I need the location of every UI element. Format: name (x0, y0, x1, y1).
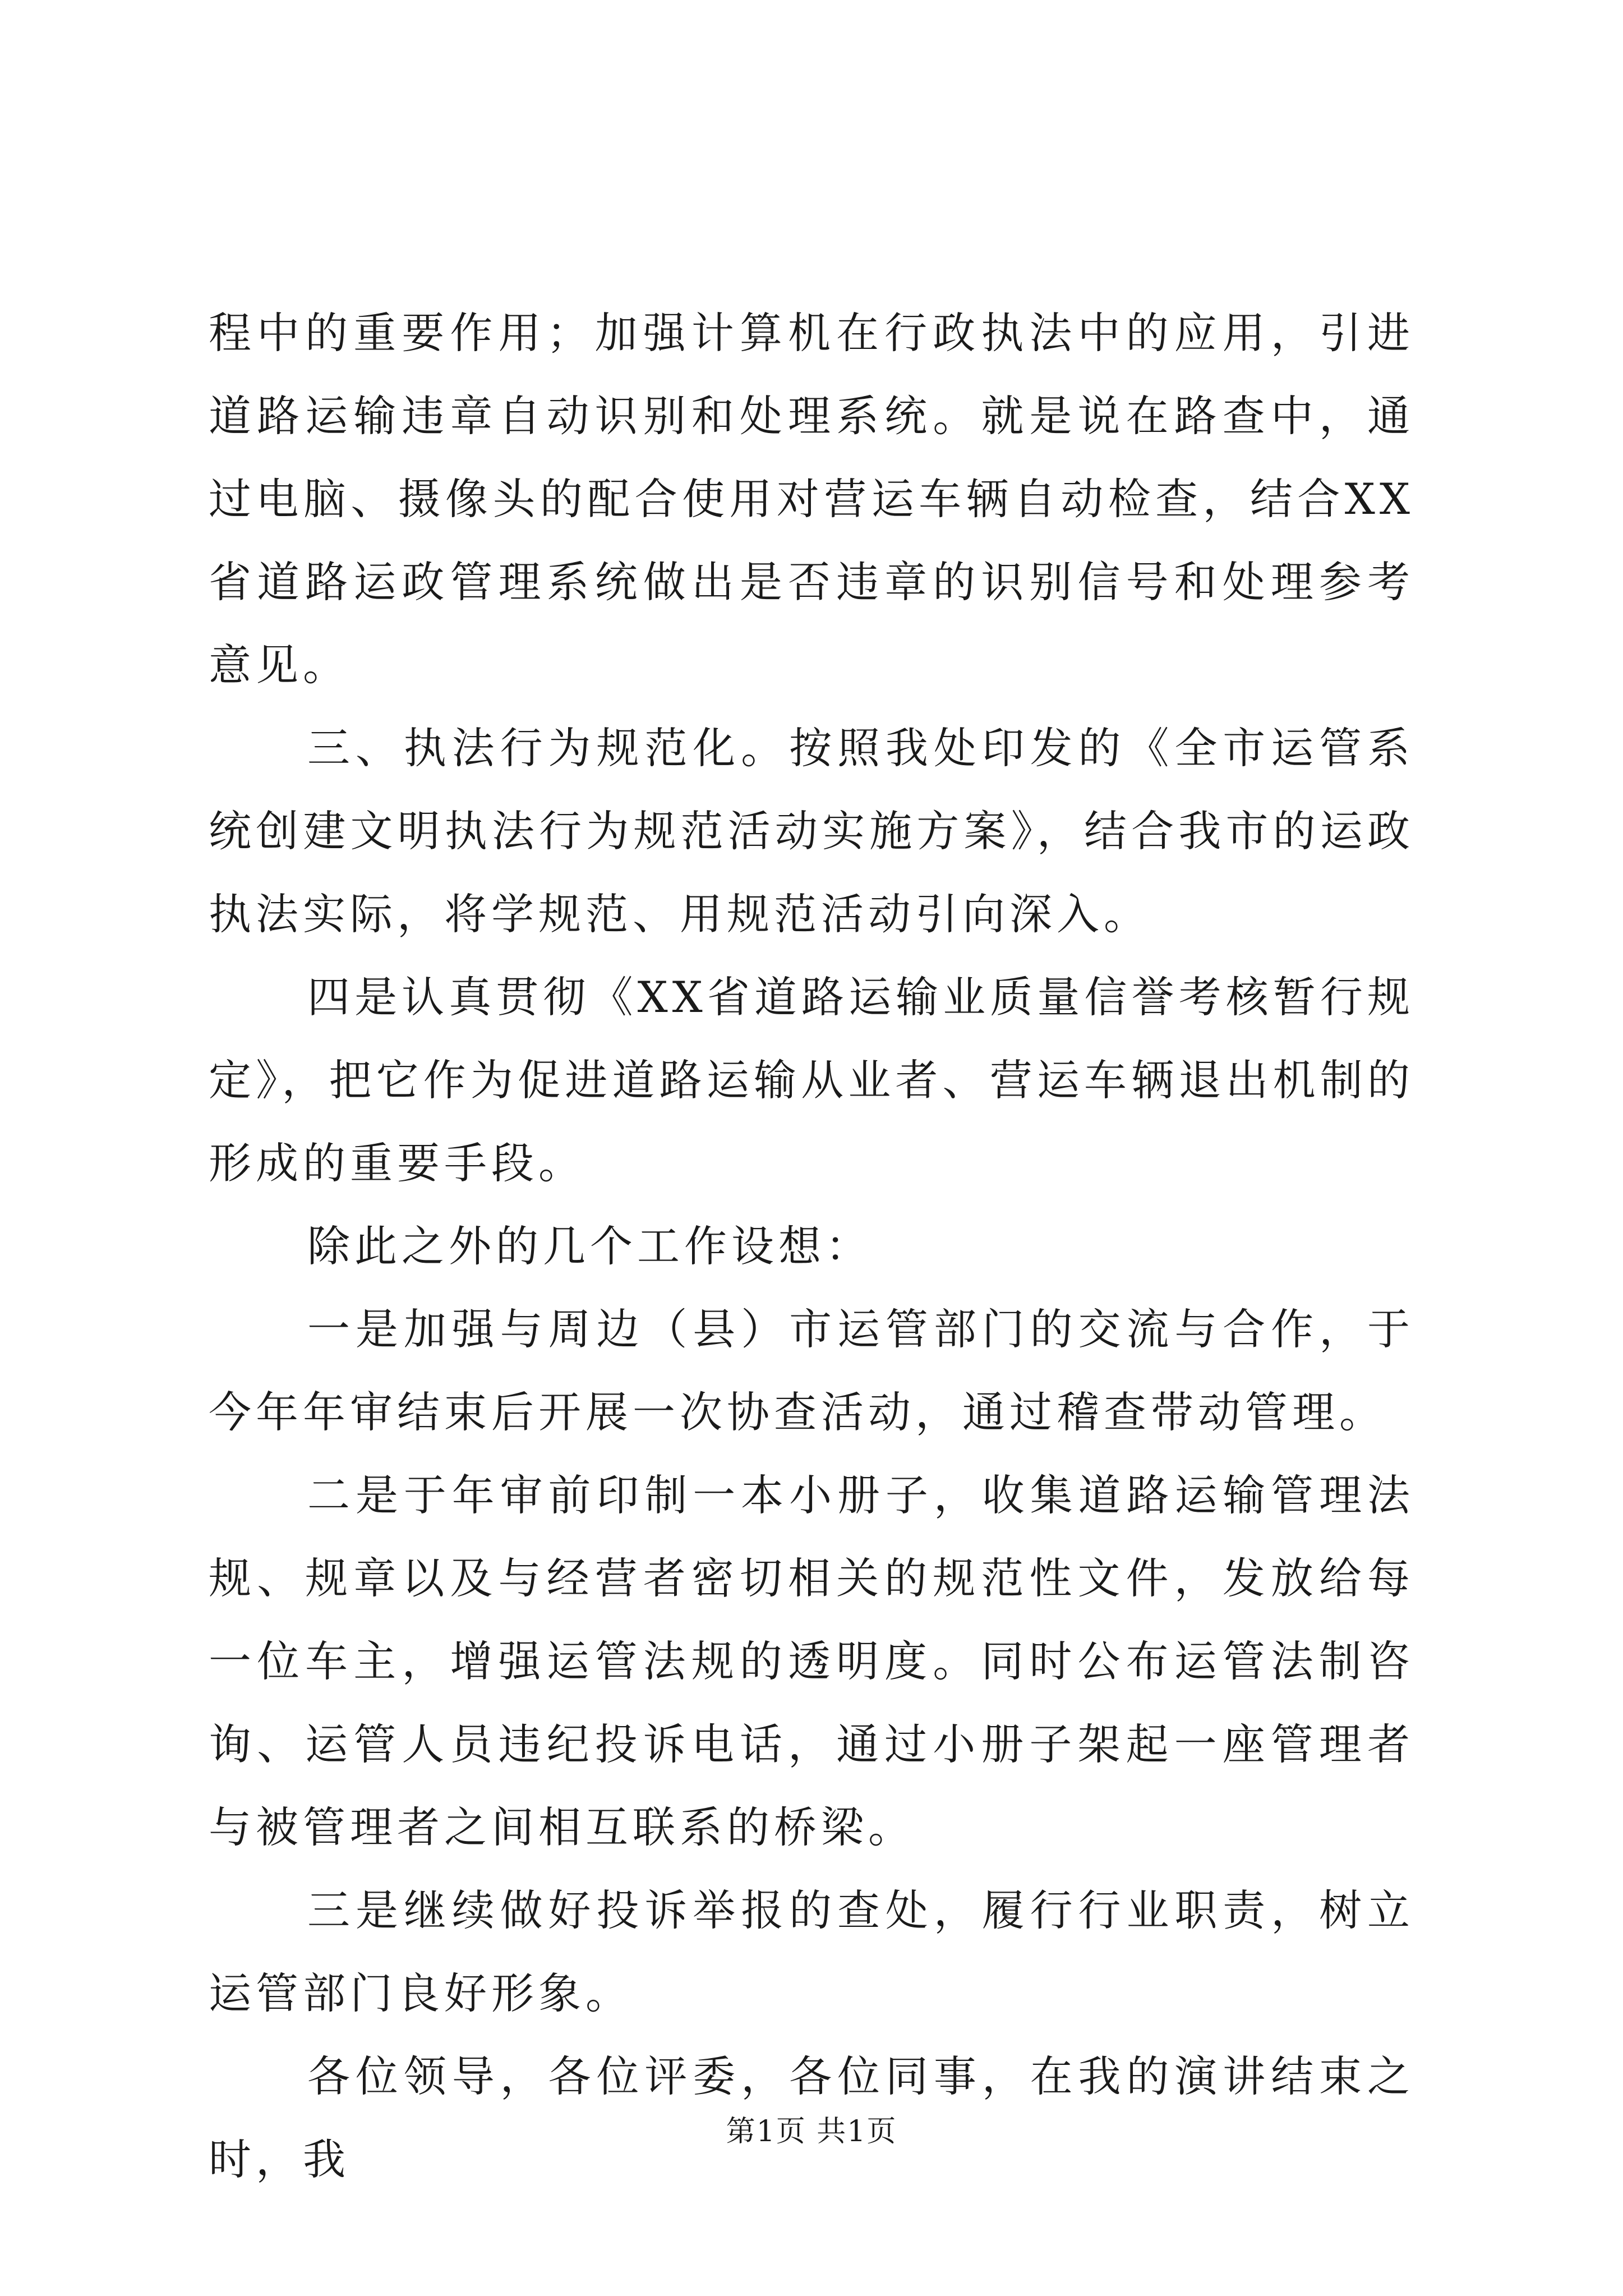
paragraph-1: 程中的重要作用；加强计算机在行政执法中的应用，引进道路运输违章自动识别和处理系统。就是说在路查中，通过电脑、摄像头的配合使用对营运车辆自动检查，结合XX省道路运政管理系统做出是否违章的识别信号和处理参考意见。 (209, 308, 1414, 690)
paragraph-7: 三是继续做好投诉举报的查处，履行行业职责，树立运管部门良好形象。 (209, 1885, 1414, 2018)
page-footer: 第1页 共1页 (726, 2115, 897, 2148)
paragraph-2: 三、执法行为规范化。按照我处印发的《全市运管系统创建文明执法行为规范活动实施方案》，结合我市的运政执法实际，将学规范、用规范活动引向深入。 (209, 723, 1414, 939)
document-body (209, 292, 1414, 2201)
paragraph-6: 二是于年审前印制一本小册子，收集道路运输管理法规、规章以及与经营者密切相关的规范性文件，发放给每一位车主，增强运管法规的透明度。同时公布运管法制咨询、运管人员违纪投诉电话，通过小册子架起一座管理者与被管理者之间相互联系的桥梁。 (209, 1470, 1414, 1852)
paragraph-5: 一是加强与周边（县）市运管部门的交流与合作，于今年年审结束后开展一次协查活动，通过稽查带动管理。 (209, 1304, 1414, 1437)
paragraph-8: 各位领导，各位评委，各位同事，在我的演讲结束之时，我 (209, 2051, 1414, 2184)
paragraph-3: 四是认真贯彻《XX省道路运输业质量信誉考核暂行规定》，把它作为促进道路运输从业者、营运车辆退出机制的形成的重要手段。 (209, 972, 1414, 1188)
paragraph-4: 除此之外的几个工作设想： (307, 1221, 873, 1271)
